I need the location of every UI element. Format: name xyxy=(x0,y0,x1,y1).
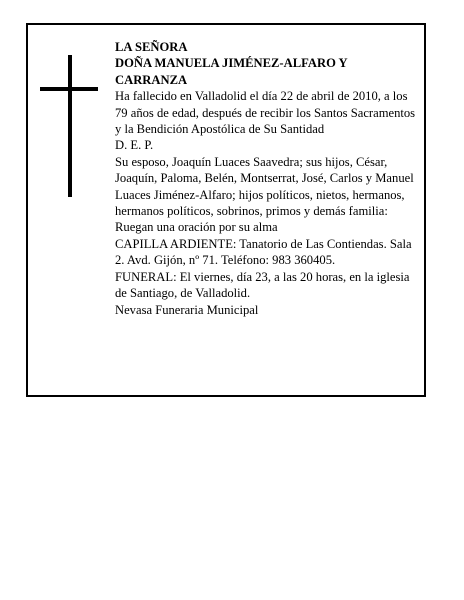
notice-text xyxy=(115,39,418,318)
chapel-paragraph: CAPILLA ARDIENTE: Tanatorio de Las Contiendas. Sala 2. Avd. Gijón, nº 71. Teléfono: 983 360405. xyxy=(115,236,412,268)
family-paragraph: Su esposo, Joaquín Luaces Saavedra; sus hijos, César, Joaquín, Paloma, Belén, Montserrat, José, Carlos y Manuel Luaces Jiménez-Alfaro; hijos políticos, nietos, hermanos, hermanos políticos, sobrinos, primos y demás familia: xyxy=(115,154,414,219)
cross-horizontal-bar xyxy=(40,87,98,91)
death-paragraph: Ha fallecido en Valladolid el día 22 de abril de 2010, a los 79 años de edad, después de recibir los Santos Sacramentos y la Bendición Apostólica de Su Santidad xyxy=(115,89,416,137)
obituary-notice xyxy=(26,23,426,397)
funeral-paragraph: FUNERAL: El viernes, día 23, a las 20 horas, en la iglesia de Santiago, de Valladolid. xyxy=(115,269,410,301)
prayer-line: Ruegan una oración por su alma xyxy=(115,220,278,235)
rip-line: D. E. P. xyxy=(115,138,154,153)
funeral-home: Nevasa Funeraria Municipal xyxy=(115,302,259,317)
notice-title: LA SEÑORA xyxy=(115,40,188,54)
deceased-name: DOÑA MANUELA JIMÉNEZ-ALFARO Y CARRANZA xyxy=(115,56,348,87)
cross-vertical-bar xyxy=(68,55,72,197)
